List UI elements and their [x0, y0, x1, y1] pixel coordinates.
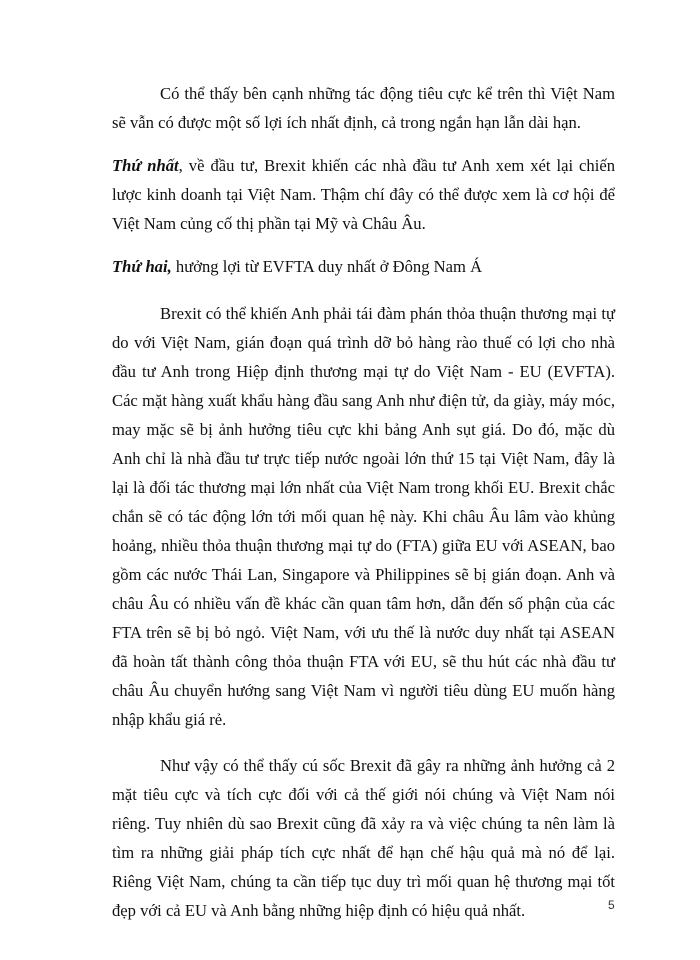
page-number: 5	[608, 898, 615, 912]
paragraph-first-point	[112, 151, 615, 238]
paragraph-intro	[112, 79, 615, 137]
paragraph-second-point-heading	[112, 252, 615, 281]
paragraph-lead: Thứ nhất	[112, 156, 179, 175]
paragraph-text: Có thể thấy bên cạnh những tác động tiêu cực kể trên thì Việt Nam sẽ vẫn có được một số lợi ích nhất định, cả trong ngắn hạn lẫn dài hạn.	[112, 84, 615, 132]
paragraph-lead: Thứ hai,	[112, 257, 172, 276]
paragraph-text: , về đầu tư, Brexit khiến các nhà đầu tư Anh xem xét lại chiến lược kinh doanh tại Việt Nam. Thậm chí đây có thể được xem là cơ hội để Việt Nam củng cố thị phần tại Mỹ và Châu Âu.	[112, 156, 615, 233]
document-body	[112, 79, 615, 925]
paragraph-text: Như vậy có thể thấy cú sốc Brexit đã gây ra những ảnh hưởng cả 2 mặt tiêu cực và tích cực đối với cả thế giới nói chúng và Việt Nam nói riêng. Tuy nhiên dù sao Brexit cũng đã xảy ra và việc chúng ta nên làm là tìm ra những giải pháp tích cực nhất để hạn chế hậu quả mà nó để lại. Riêng Việt Nam, chúng ta cần tiếp tục duy trì mối quan hệ thương mại tốt đẹp với cả EU và Anh bằng những hiệp định có hiệu quả nhất.	[112, 756, 615, 920]
paragraph-text: hưởng lợi từ EVFTA duy nhất ở Đông Nam Á	[171, 257, 483, 276]
paragraph-evfta-detail	[112, 299, 615, 734]
paragraph-text: Brexit có thể khiến Anh phải tái đàm phán thỏa thuận thương mại tự do với Việt Nam, gián đoạn quá trình dỡ bỏ hàng rào thuế có lợi cho nhà đầu tư Anh trong Hiệp định thương mại tự do Việt Nam - EU (EVFTA). Các mặt hàng xuất khẩu hàng đầu sang Anh như điện tử, da giày, máy móc, may mặc sẽ bị ảnh hưởng tiêu cực khi bảng Anh sụt giá. Do đó, mặc dù Anh chỉ là nhà đầu tư trực tiếp nước ngoài lớn thứ 15 tại Việt Nam, đây là lại là đối tác thương mại lớn nhất của Việt Nam trong khối EU. Brexit chắc chắn sẽ có tác động lớn tới mối quan hệ này. Khi châu Âu lâm vào khủng hoảng, nhiều thỏa thuận thương mại tự do (FTA) giữa EU với ASEAN, bao gồm các nước Thái Lan, Singapore và Philippines sẽ bị gián đoạn. Anh và châu Âu có nhiều vấn đề khác cần quan tâm hơn, dẫn đến số phận của các FTA trên sẽ bị bỏ ngỏ. Việt Nam, với ưu thế là nước duy nhất tại ASEAN đã hoàn tất thành công thỏa thuận FTA với EU, sẽ thu hút các nhà đầu tư châu Âu chuyển hướng sang Việt Nam vì người tiêu dùng EU muốn hàng nhập khẩu giá rẻ.	[112, 304, 615, 729]
paragraph-conclusion	[112, 751, 615, 925]
